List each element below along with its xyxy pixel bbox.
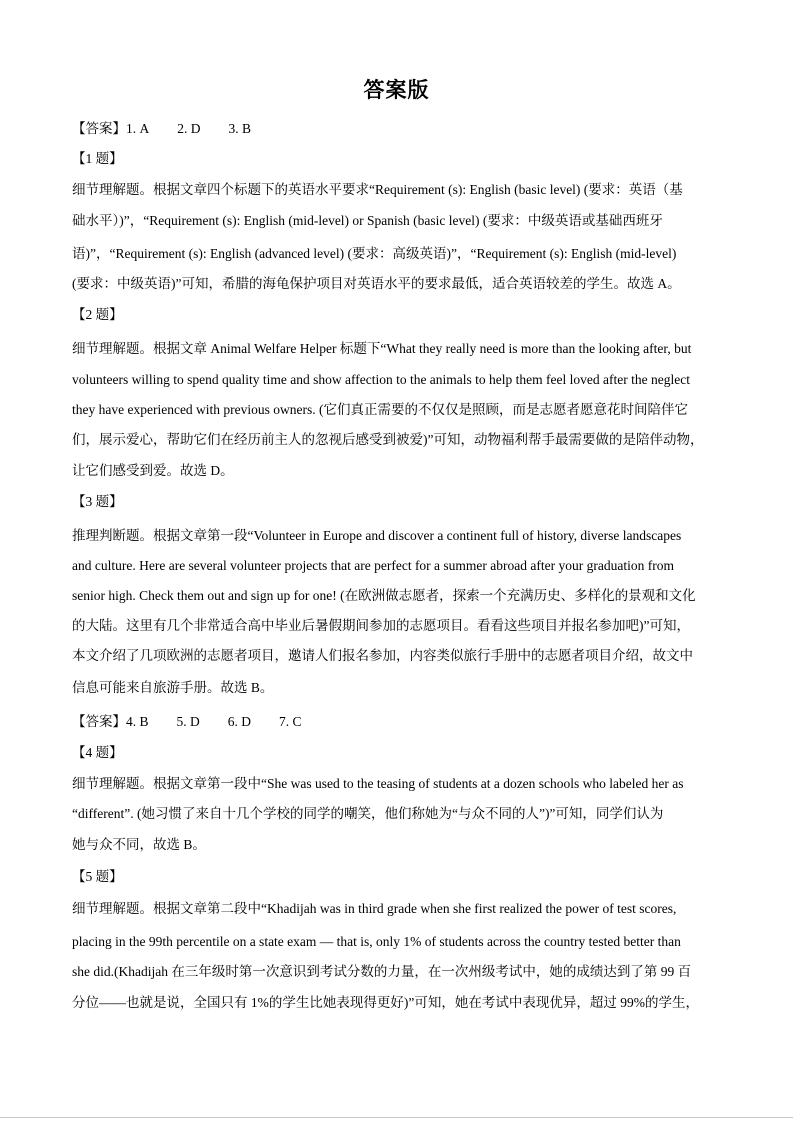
answer-item: 1. A [126,121,150,136]
answer-label: 【答案】 [72,714,126,729]
answer-item: 6. D [227,714,252,729]
question-heading-3: 【3 题】 [72,494,123,509]
q1-line: 语)”，“Requirement (s): English (advanced level) (要求：高级英语)”，“Requirement (s): English (mid-level) [72,246,677,261]
q5-line: 分位——也就是说，全国只有 1%的学生比她表现得更好)”可知，她在考试中表现优异，超过 99%的学生， [72,995,699,1010]
q1-line: 细节理解题。根据文章四个标题下的英语水平要求“Requirement (s): English (basic level) (要求：英语（基 [72,182,683,197]
q3-line: and culture. Here are several volunteer projects that are perfect for a summer abroad after your graduation from [72,558,674,573]
page-bottom-divider [0,1117,793,1118]
q5-line: placing in the 99th percentile on a state exam — that is, only 1% of students across the country tested better than [72,934,681,949]
q5-line: she did.(Khadijah 在三年级时第一次意识到考试分数的力量，在一次州级考试中，她的成绩达到了第 99 百 [72,964,692,979]
question-heading-4: 【4 题】 [72,745,123,760]
answer-line-2 [72,713,722,731]
answer-item: 7. C [279,714,302,729]
answer-line-1 [72,120,722,138]
page-title: 答案版 [363,78,430,102]
q3-line: 推理判断题。根据文章第一段“Volunteer in Europe and discover a continent full of history, diverse landscapes [72,528,682,543]
answer-item: 2. D [177,121,201,136]
q3-line: 信息可能来自旅游手册。故选 B。 [72,680,274,695]
q4-line: 细节理解题。根据文章第一段中“She was used to the teasing of students at a dozen schools who labeled her as [72,776,684,791]
answer-item: 4. B [126,714,149,729]
q3-line: 本文介绍了几项欧洲的志愿者项目，邀请人们报名参加，内容类似旅行手册中的志愿者项目介绍，故文中 [72,648,693,663]
q3-line: senior high. Check them out and sign up for one! (在欧洲做志愿者，探索一个充满历史、多样化的景观和文化 [72,588,696,603]
answer-label: 【答案】 [72,121,126,136]
question-heading-2: 【2 题】 [72,307,123,322]
q4-line: 她与众不同，故选 B。 [72,837,206,852]
answer-item: 5. D [176,714,200,729]
q3-line: 的大陆。这里有几个非常适合高中毕业后暑假期间参加的志愿项目。看看这些项目并报名参加吧)”可知， [72,618,690,633]
q2-line: 让它们感受到爱。故选 D。 [72,463,234,478]
q1-line: (要求：中级英语)”可知，希腊的海龟保护项目对英语水平的要求最低，适合英语较差的学生。故选 A。 [72,276,681,291]
question-heading-1: 【1 题】 [72,151,123,166]
q2-line: volunteers willing to spend quality time and show affection to the animals to help them feel loved after the neglect [72,372,690,387]
question-heading-5: 【5 题】 [72,869,123,884]
q5-line: 细节理解题。根据文章第二段中“Khadijah was in third grade when she first realized the power of test scores, [72,901,677,916]
q1-line: 础水平）)”，“Requirement (s): English (mid-level) or Spanish (basic level) (要求：中级英语或基础西班牙 [72,213,663,228]
q4-line: “different”. (她习惯了来自十几个学校的同学的嘲笑，他们称她为“与众不同的人”)”可知，同学们认为 [72,806,664,821]
q2-line: 细节理解题。根据文章 Animal Welfare Helper 标题下“What they really need is more than the looking after, but [72,341,692,356]
q2-line: 们，展示爱心，帮助它们在经历前主人的忽视后感受到被爱)”可知，动物福利帮手最需要做的是陪伴动物， [72,432,704,447]
q2-line: they have experienced with previous owners. (它们真正需要的不仅仅是照顾，而是志愿者愿意花时间陪伴它 [72,402,689,417]
answer-item: 3. B [228,121,252,136]
